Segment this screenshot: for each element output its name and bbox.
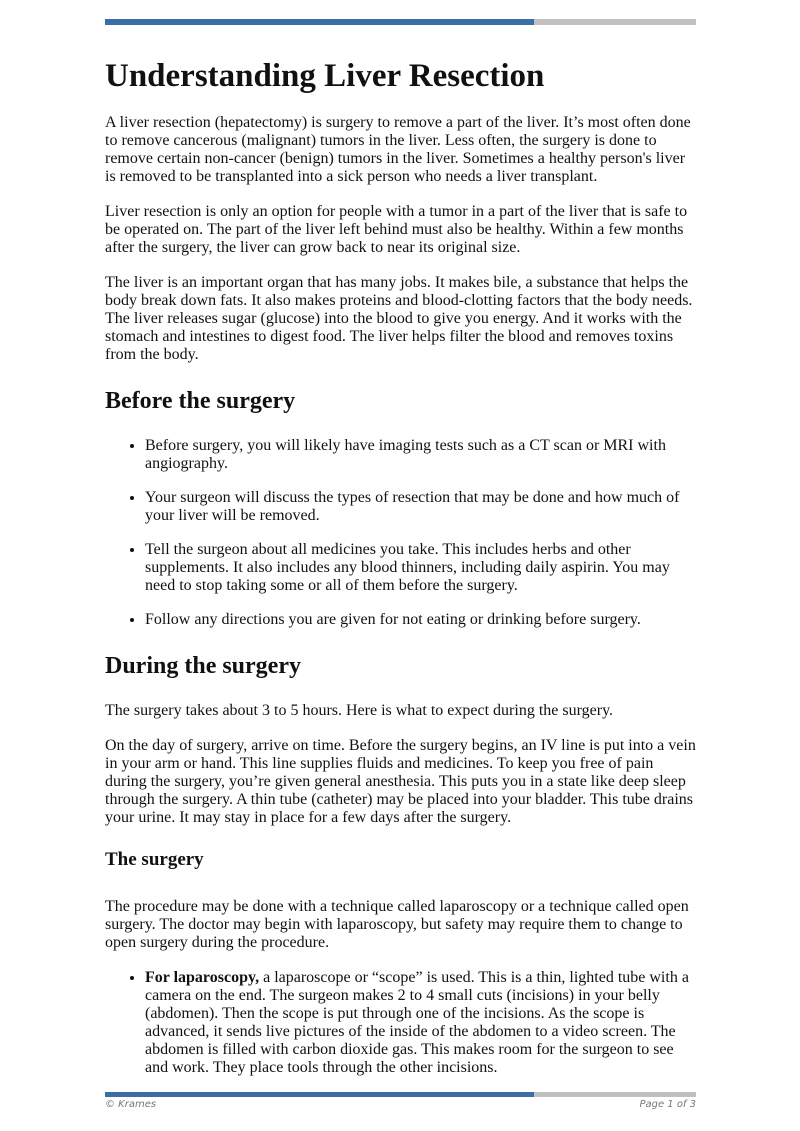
top-rule bbox=[105, 19, 696, 25]
footer-page-number: Page 1 of 3 bbox=[639, 1099, 696, 1110]
bottom-rule bbox=[105, 1092, 696, 1097]
before-list bbox=[105, 437, 699, 629]
top-rule-grey bbox=[534, 19, 696, 25]
list-item bbox=[145, 969, 699, 1077]
during-paragraph: The surgery takes about 3 to 5 hours. Here is what to expect during the surgery. bbox=[105, 702, 614, 719]
the-surgery-paragraph: The procedure may be done with a technique called laparoscopy or a technique called open surgery. The doctor may begin with laparoscopy, but safety may require them to change to open surgery during the procedure. bbox=[105, 898, 689, 951]
section-heading-before: Before the surgery bbox=[105, 388, 296, 414]
list-item: • Follow any directions you are given for not eating or drinking before surgery. bbox=[145, 611, 699, 629]
list-item: • Tell the surgeon about all medicines you take. This includes herbs and other supplements. It also includes any blood thinners, including daily aspirin. You may need to stop taking some or all of them before the surgery. bbox=[145, 541, 699, 595]
list-item: • Before surgery, you will likely have imaging tests such as a CT scan or MRI with angiography. bbox=[145, 437, 699, 473]
bottom-rule-grey bbox=[534, 1092, 696, 1097]
intro-paragraph: Liver resection is only an option for people with a tumor in a part of the liver that is safe to be operated on. The part of the liver left behind must also be healthy. Within a few months after the surgery, the liver can grow back to near its original size. bbox=[105, 203, 688, 256]
top-rule-accent bbox=[105, 19, 534, 25]
list-item-text: a laparoscope or “scope” is used. This is a thin, lighted tube with a camera on the end. The surgeon makes 2 to 4 small cuts (incisions) in your belly (abdomen). Then the scope is put through one of the incisions. As the scope is advanced, it sends live pictures of the inside of the abdomen to a video screen. The abdomen is filled with carbon dioxide gas. This makes room for the surgeon to see and work. They place tools through the other incisions. bbox=[145, 969, 689, 1076]
during-paragraph: On the day of surgery, arrive on time. Before the surgery begins, an IV line is put into a vein in your arm or hand. This line supplies fluids and medicines. To keep you free of pain during the surgery, you’re given general anesthesia. This puts you in a state like deep sleep through the surgery. A thin tube (catheter) may be placed into your bladder. This tube drains your urine. It may stay in place for a few days after the surgery. bbox=[105, 737, 696, 826]
list-item-lead: For laparoscopy, bbox=[145, 969, 260, 986]
section-heading-during: During the surgery bbox=[105, 653, 301, 679]
list-item: • Your surgeon will discuss the types of resection that may be done and how much of your liver will be removed. bbox=[145, 489, 699, 525]
intro-paragraph: The liver is an important organ that has many jobs. It makes bile, a substance that helps the body break down fats. It also makes proteins and blood-clotting factors that the body needs. The liver releases sugar (glucose) into the blood to give you energy. And it works with the stomach and intestines to digest food. The liver helps filter the blood and removes toxins from the body. bbox=[105, 274, 693, 363]
page-footer bbox=[105, 1099, 696, 1115]
footer-copyright: © Krames bbox=[105, 1099, 157, 1110]
bottom-rule-accent bbox=[105, 1092, 534, 1097]
the-surgery-list bbox=[105, 969, 699, 1077]
document-body bbox=[105, 56, 699, 1093]
page-title: Understanding Liver Resection bbox=[105, 58, 545, 94]
intro-paragraph: A liver resection (hepatectomy) is surgery to remove a part of the liver. It’s most often done to remove cancerous (malignant) tumors in the liver. Less often, the surgery is done to remove certain non-cancer (benign) tumors in the liver. Sometimes a healthy person's liver is removed to be transplanted into a sick person who needs a liver transplant. bbox=[105, 114, 691, 185]
subsection-heading-the-surgery: The surgery bbox=[105, 849, 204, 870]
